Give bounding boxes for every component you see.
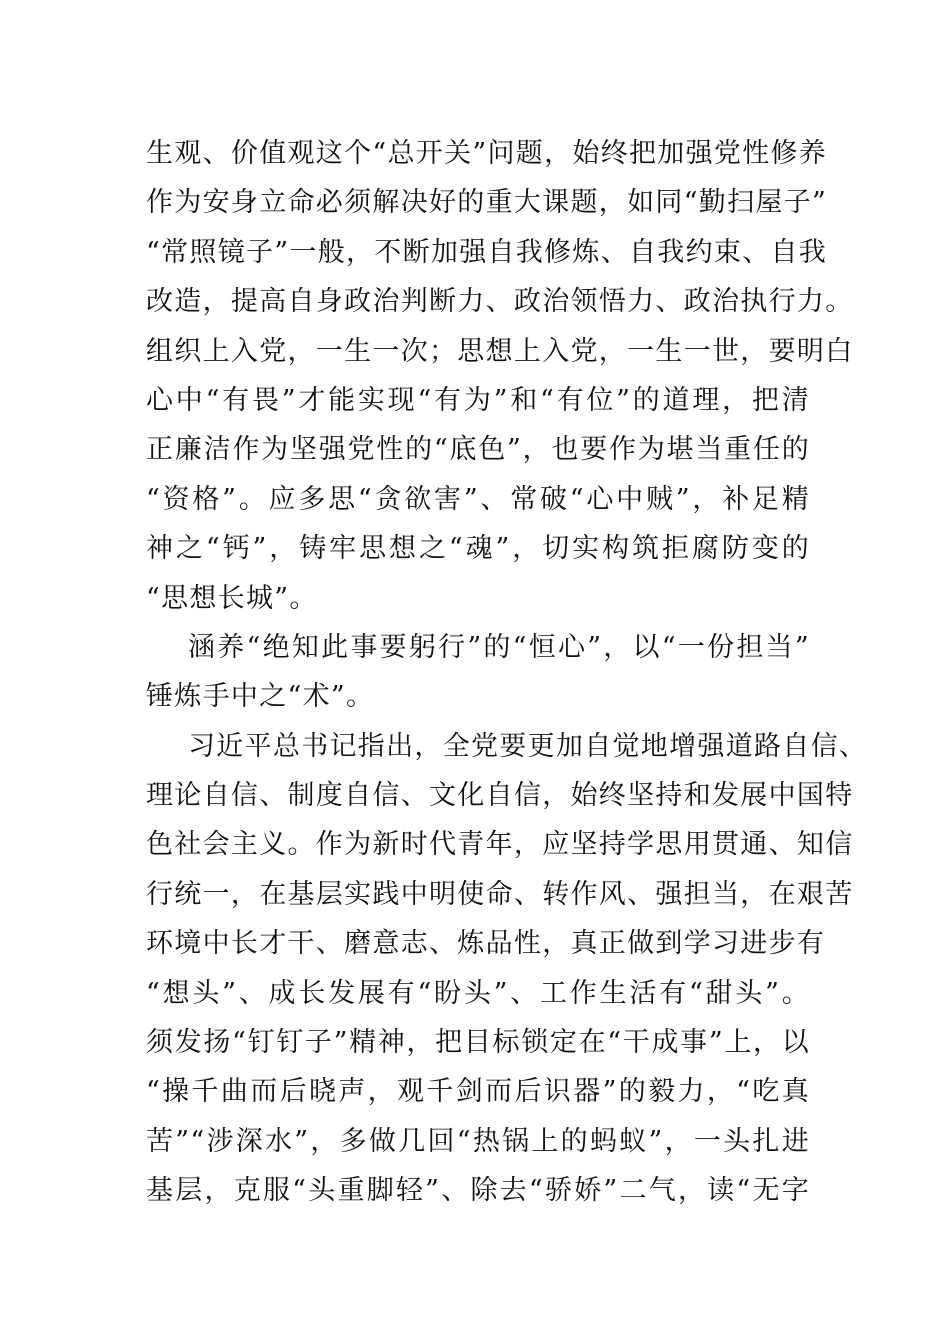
text-line: “思想长城”。	[146, 582, 318, 614]
text-line: 环境中长才干、磨意志、炼品性，真正做到学习进步有	[146, 928, 826, 960]
text-line: “常照镜子”一般，不断加强自我修炼、自我约束、自我	[146, 236, 828, 268]
text-line: “操千曲而后晓声，观千剑而后识器”的毅力，“吃真	[146, 1076, 810, 1108]
text-line: 行统一，在基层实践中明使命、转作风、强担当，在艰苦	[146, 878, 854, 910]
text-line: “资格”。应多思“贪欲害”、常破“心中贼”，补足精	[146, 483, 810, 515]
text-line: 色社会主义。作为新时代青年，应坚持学思用贯通、知信	[146, 829, 854, 861]
body-text	[146, 129, 868, 1216]
text-line: 苦”“涉深水”，多做几回“热锅上的蚂蚁”，一头扎进	[146, 1125, 810, 1157]
text-line: 须发扬“钉钉子”精神，把目标锁定在“干成事”上，以	[146, 1027, 810, 1059]
text-line: 习近平总书记指出，全党要更加自觉地增强道路自信、	[188, 730, 868, 762]
text-line: 改造，提高自身政治判断力、政治领悟力、政治执行力。	[146, 286, 854, 318]
text-line: “想头”、成长发展有“盼头”、工作生活有“甜头”。	[146, 977, 810, 1009]
text-line: 理论自信、制度自信、文化自信，始终坚持和发展中国特	[146, 780, 854, 812]
text-line: 锤炼手中之“术”。	[146, 681, 375, 713]
text-line: 涵养“绝知此事要躬行”的“恒心”，以“一份担当”	[188, 631, 810, 663]
text-line: 神之“钙”，铸牢思想之“魂”，切实构筑拒腐防变的	[146, 533, 810, 565]
text-line: 正廉洁作为坚强党性的“底色”，也要作为堪当重任的	[146, 434, 810, 466]
text-line: 心中“有畏”才能实现“有为”和“有位”的道理，把清	[146, 384, 810, 416]
text-line: 基层，克服“头重脚轻”、除去“骄娇”二气，读“无字	[146, 1175, 810, 1207]
text-line: 生观、价值观这个“总开关”问题，始终把加强党性修养	[146, 138, 828, 169]
text-line: 组织上入党，一生一次；思想上入党，一生一世，要明白	[146, 335, 854, 367]
text-line: 作为安身立命必须解决好的重大课题，如同“勤扫屋子”	[146, 187, 828, 219]
